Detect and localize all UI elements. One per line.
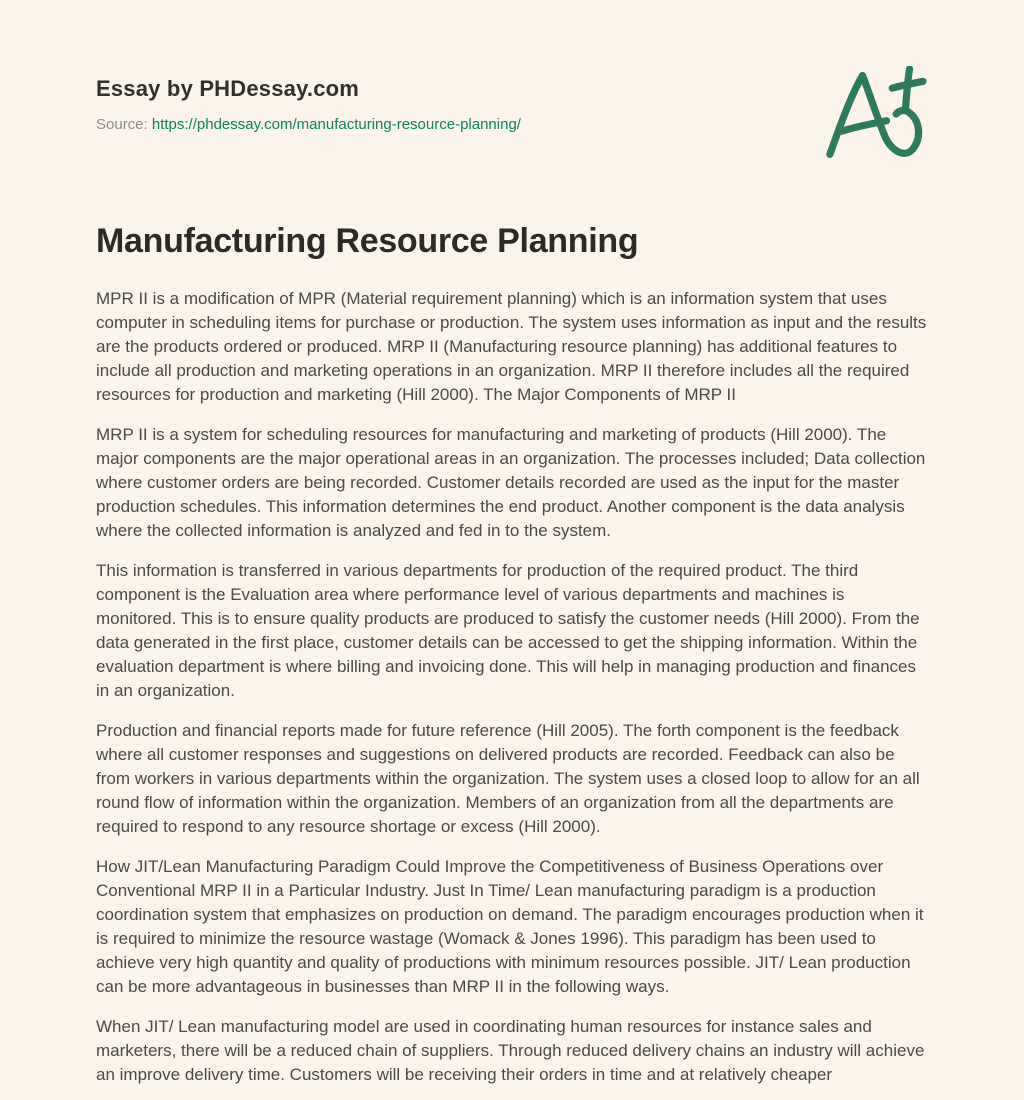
a-plus-logo-icon: [822, 66, 928, 162]
site-header-title: Essay by PHDessay.com: [96, 76, 360, 101]
essay-paragraph: When JIT/ Lean manufacturing model are used in coordinating human resources for instance sales and marketers, there will be a reduced chain of suppliers. Through reduced delivery chains an industry will achieve an improve delivery time. Customers will be receiving their orders in time and at relatively cheaper: [96, 1017, 925, 1084]
source-label: Source:: [96, 116, 148, 133]
essay-paragraph: MRP II is a system for scheduling resources for manufacturing and marketing of products (Hill 2000). The major components are the major operational areas in an organization. The processes included; Data collection where customer orders are being recorded. Customer details recorded are used as the input for the master production schedules. This information determines the end product. Another component is the data analysis where the collected information is analyzed and fed in to the system.: [96, 425, 926, 540]
essay-paragraph: This information is transferred in various departments for production of the required product. The third component is the Evaluation area where performance level of various departments and machines is monitored. This is to ensure quality products are produced to satisfy the customer needs (Hill 2000). From the data generated in the first place, customer details can be accessed to get the shipping information. Within the evaluation department is where billing and invoicing done. This will help in managing production and finances in an organization.: [96, 561, 920, 700]
essay-page-title: Manufacturing Resource Planning: [96, 222, 639, 260]
essay-paragraph: MPR II is a modification of MPR (Material requirement planning) which is an information system that uses computer in scheduling items for purchase or production. The system uses information as input and the results are the products ordered or produced. MRP II (Manufacturing resource planning) has additional features to include all production and marketing operations in an organization. MRP II therefore includes all the required resources for production and marketing (Hill 2000). The Major Components of MRP II: [96, 289, 927, 404]
essay-paragraph: Production and financial reports made for future reference (Hill 2005). The forth component is the feedback where all customer responses and suggestions on delivered products are recorded. Feedback can also be from workers in various departments within the organization. The system uses a closed loop to allow for an all round flow of information within the organization. Members of an organization from all the departments are required to respond to any resource shortage or excess (Hill 2000).: [96, 721, 920, 836]
source-link[interactable]: https://phdessay.com/manufacturing-resource-planning/: [151, 116, 521, 133]
essay-paragraph: How JIT/Lean Manufacturing Paradigm Could Improve the Competitiveness of Business Operations over Conventional MRP II in a Particular Industry. Just In Time/ Lean manufacturing paradigm is a production coordination system that emphasizes on production on demand. The paradigm encourages production when it is required to minimize the resource wastage (Womack & Jones 1996). This paradigm has been used to achieve very high quantity and quality of productions with minimum resources possible. JIT/ Lean production can be more advantageous in businesses than MRP II in the following ways.: [96, 857, 924, 996]
essay-body: [96, 287, 928, 1087]
source-row: [96, 115, 928, 135]
